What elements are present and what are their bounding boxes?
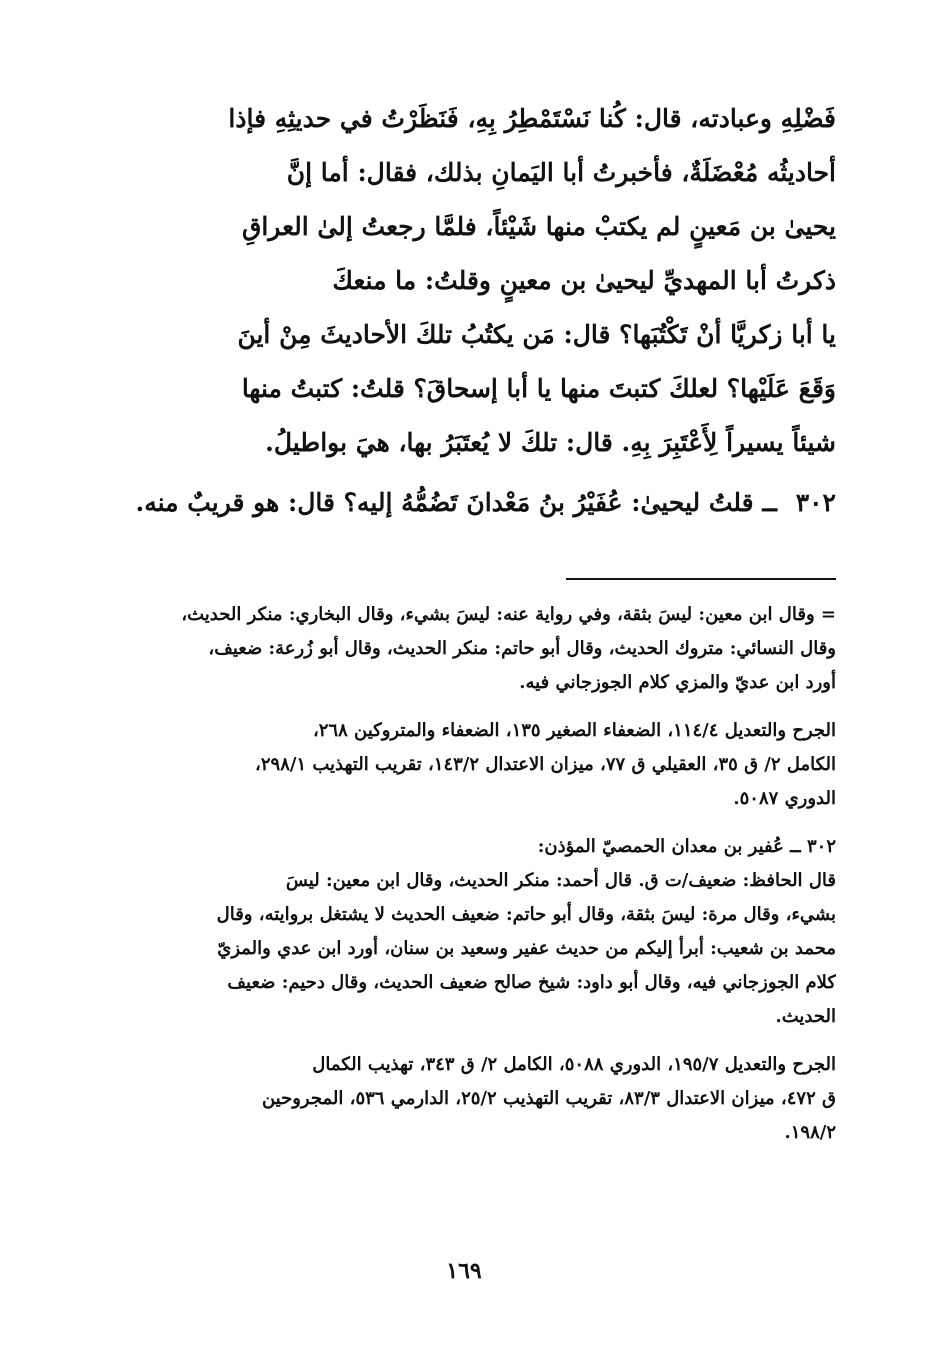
main-text — [110, 92, 836, 530]
footnote-line: الدوري ٥٠٨٧. — [733, 788, 836, 809]
footnote-line: وقال النسائي: متروك الحديث، وقال أبو حاتم: منكر الحديث، وقال أبو زُرعة: ضعيف، — [208, 638, 836, 659]
footnote-line: ق ٤٧٢، ميزان الاعتدال ٨٣/٣، تقريب التهذيب ٢٥/٢، الدارمي ٥٣٦، المجروحين — [261, 1088, 836, 1109]
entry-302 — [110, 476, 836, 530]
footnote-line: قال الحافظ: ضعيف/ت ق. قال أحمد: منكر الحديث، وقال ابن معين: ليسَ — [285, 870, 836, 891]
footnote-line: الجرح والتعديل ١٩٥/٧، الدوري ٥٠٨٨، الكامل ٢/ ق ٣٤٣، تهذيب الكمال — [312, 1054, 836, 1075]
footnotes — [128, 598, 836, 1164]
footnote-continued — [128, 598, 836, 700]
entry-text: قلتُ ليحيىٰ: عُفَيْرُ بنُ مَعْدانَ تَضُمُّهُ إليه؟ قال: هو قريبٌ منه. — [135, 488, 754, 517]
footnote-line: كلام الجوزجاني فيه، وقال أبو داود: شيخ صالح ضعيف الحديث، وقال دحيم: ضعيف — [227, 972, 836, 993]
main-text-line: ذكرتُ أبا المهديِّ ليحيىٰ بن معينٍ وقلتُ: ما منعكَ — [332, 266, 836, 295]
footnote-line: ١٩٨/٢. — [784, 1122, 836, 1143]
footnote-line: محمد بن شعيب: أبرأ إليكم من حديث عفير وسعيد بن سنان، أورد ابن عدي والمزيّ — [217, 938, 836, 959]
footnote-line: الحديث. — [775, 1006, 836, 1027]
main-text-line: أحاديثُه مُعْضَلَةٌ، فأخبرتُ أبا اليَمانِ بذلك، فقال: أما إنَّ — [286, 158, 836, 187]
footnote-references-2 — [128, 1048, 836, 1150]
main-text-line: فَضْلِهِ وعبادته، قال: كُنا نَسْتَمْطِرُ بِهِ، فَنَظَرْتُ في حديثِهِ فإذا — [228, 104, 836, 133]
main-text-line: شيئاً يسيراً لِأَعْتَبِرَ بِهِ. قال: تلكَ لا يُعتَبَرُ بها، هيَ بواطيلُ. — [265, 428, 836, 457]
footnote-entry-title: ٣٠٢ ــ عُفير بن معدان الحمصيّ المؤذن: — [537, 836, 836, 857]
main-text-line: يا أبا زكريَّا أنْ تَكْتُبَها؟ قال: مَن يكتُبُ تلكَ الأحاديثَ مِنْ أينَ — [237, 320, 836, 349]
entry-number: ٣٠٢ — [795, 488, 836, 517]
footnote-line: الجرح والتعديل ١١٤/٤، الضعفاء الصغير ١٣٥، الضعفاء والمتروكين ٢٦٨، — [312, 720, 836, 741]
page-number: ١٦٩ — [446, 1258, 482, 1284]
footnote-line: أورد ابن عديّ والمزي كلام الجوزجاني فيه. — [519, 672, 836, 693]
footnote-line: بشيء، وقال مرة: ليسَ بثقة، وقال أبو حاتم: ضعيف الحديث لا يشتغل بروايته، وقال — [216, 904, 836, 925]
footnote-references — [128, 714, 836, 816]
footnote-line: = وقال ابن معين: ليسَ بثقة، وفي رواية عنه: ليسَ بشيء، وقال البخاري: منكر الحديث، — [181, 604, 836, 625]
main-text-line: وَقَعَ عَلَيْها؟ لعلكَ كتبتَ منها يا أبا إسحاقَ؟ قلتُ: كتبتُ منها — [241, 374, 836, 403]
footnote-entry-302 — [128, 830, 836, 1034]
footnote-line: الكامل ٢/ ق ٣٥، العقيلي ق ٧٧، ميزان الاعتدال ١٤٣/٢، تقريب التهذيب ٢٩٨/١، — [255, 754, 836, 775]
footnote-separator — [566, 578, 836, 580]
main-text-line: يحيىٰ بن مَعينٍ لم يكتبْ منها شَيْئاً، فلمَّا رجعتُ إلىٰ العراقِ — [241, 212, 836, 241]
entry-dash: ــ — [762, 488, 777, 517]
